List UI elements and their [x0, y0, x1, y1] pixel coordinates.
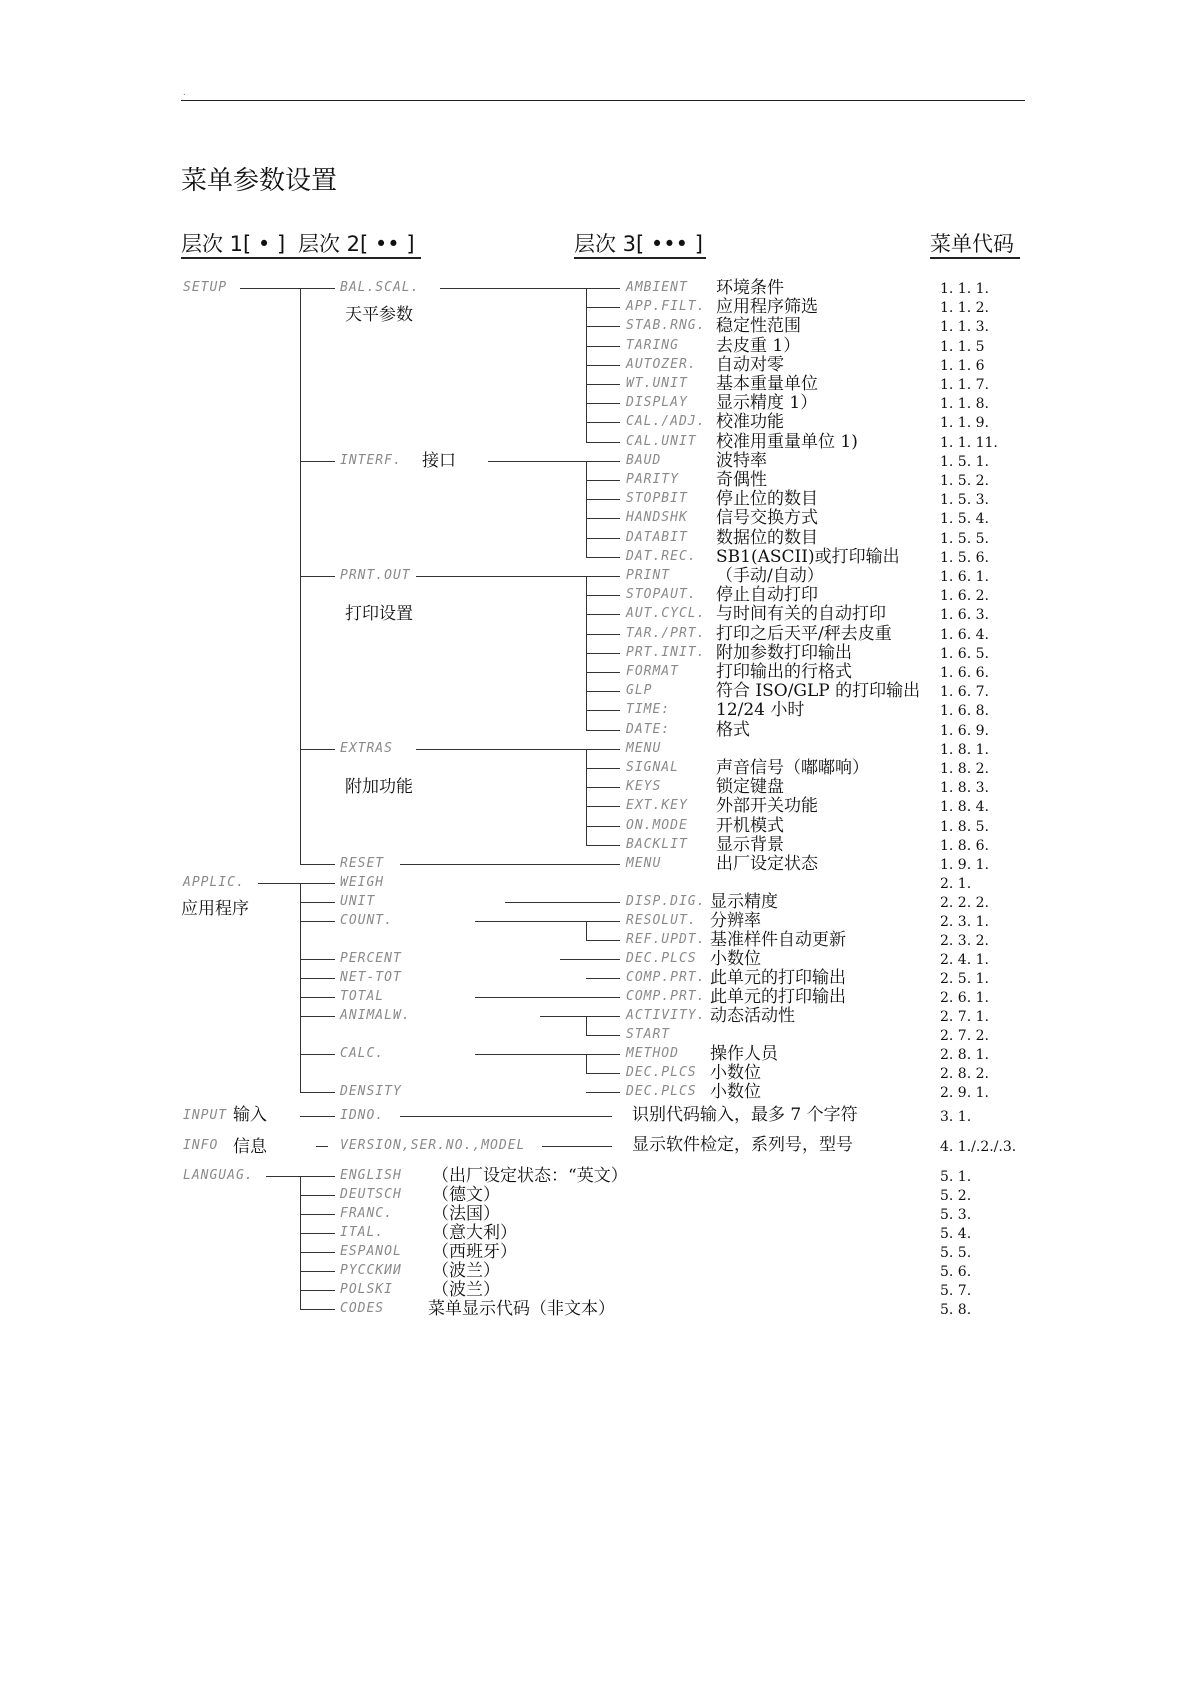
- menu-code: 2. 9. 1.: [940, 1085, 989, 1101]
- branch-line: [586, 442, 620, 443]
- level3-item: MENU: [626, 740, 662, 756]
- input-description: 识别代码输入，最多 7 个字符: [632, 1105, 858, 1125]
- branch-line: [586, 749, 620, 750]
- menu-code: 1. 6. 4.: [940, 626, 989, 643]
- menu-code: 2. 3. 1.: [940, 914, 989, 930]
- menu-code: 2. 5. 1.: [940, 971, 989, 987]
- info-description: 显示软件检定，系列号，型号: [632, 1135, 853, 1155]
- menu-code: 1. 5. 2.: [940, 473, 989, 489]
- level3-description: 外部开关功能: [716, 796, 818, 817]
- menu-code: 2. 2. 2.: [940, 895, 989, 911]
- level3-description: 小数位: [710, 1063, 761, 1083]
- menu-code: 5. 2.: [940, 1188, 972, 1204]
- menu-code: 1. 5. 3.: [940, 492, 989, 509]
- level3-description: 操作人员: [710, 1044, 778, 1064]
- menu-code: 1. 1. 2.: [940, 300, 989, 317]
- level2-language: CODES: [340, 1301, 385, 1316]
- branch-line: [586, 730, 620, 731]
- level2-prntout: PRNT.OUT: [340, 568, 411, 583]
- level3-item: WT.UNIT: [626, 376, 688, 391]
- level2-language: POLSKI: [340, 1282, 393, 1297]
- branch-line: [586, 940, 620, 941]
- level3-description: 校准用重量单位 1): [716, 431, 858, 452]
- branch-line: [586, 518, 620, 519]
- level2-to-level3-line: [475, 1054, 586, 1055]
- level2-branch: [300, 576, 335, 577]
- menu-code: 5. 1.: [940, 1169, 972, 1185]
- menu-code: 3. 1.: [940, 1109, 972, 1125]
- level1-setup: SETUP: [183, 280, 228, 295]
- language-description: （西班牙）: [432, 1242, 517, 1262]
- level3-description: 锁定键盘: [716, 777, 784, 798]
- info-line: [542, 1146, 612, 1147]
- level2-language: PYCCKИИ: [340, 1263, 402, 1278]
- level3-item: BAUD: [626, 452, 662, 468]
- level2-language: ENGLISH: [340, 1168, 402, 1183]
- branch-line: [586, 1092, 620, 1093]
- language-description: （波兰）: [432, 1261, 500, 1281]
- level2-to-level3-line: [440, 288, 586, 289]
- level3-item: CAL.UNIT: [626, 433, 697, 449]
- level3-item: EXT.KEY: [626, 798, 688, 814]
- level2-prntout-zh: 打印设置: [345, 604, 413, 625]
- level2-branch: [300, 864, 335, 865]
- level3-description: 信号交换方式: [716, 508, 818, 529]
- branch-line: [586, 480, 620, 481]
- branch-line: [586, 653, 620, 654]
- header-underline-l12: [181, 257, 421, 259]
- level3-item: DISPLAY: [626, 395, 688, 411]
- level3-item: CAL./ADJ.: [626, 414, 706, 430]
- branch-line: [586, 384, 620, 385]
- level3-description: 自动对零: [716, 354, 784, 375]
- level3-item: DEC.PLCS: [626, 951, 697, 966]
- menu-code: 2. 4. 1.: [940, 952, 989, 968]
- level2-version: VERSION,SER.NO.,MODEL: [340, 1138, 526, 1153]
- level1-input-zh: 输入: [233, 1105, 267, 1125]
- branch-line: [586, 806, 620, 807]
- level3-description: 动态活动性: [710, 1006, 795, 1026]
- menu-code: 2. 8. 1.: [940, 1047, 989, 1063]
- branch-line: [586, 921, 620, 922]
- level2-branch: [300, 1176, 335, 1177]
- branch-line: [586, 1035, 620, 1036]
- level3-item: DATE:: [626, 721, 671, 737]
- branch-line: [586, 787, 620, 788]
- menu-code: 1. 6. 7.: [940, 684, 989, 701]
- level3-description: 附加参数打印输出: [716, 642, 852, 663]
- menu-code: 1. 5. 1.: [940, 453, 989, 470]
- level3-item: COMP.PRT.: [626, 989, 706, 1004]
- level2-language: ITAL.: [340, 1225, 385, 1240]
- menu-code: 1. 6. 3.: [940, 607, 989, 624]
- menu-code: 1. 1. 11.: [940, 434, 998, 451]
- level3-description: 显示精度: [710, 892, 778, 912]
- menu-code: 1. 5. 5.: [940, 530, 989, 547]
- branch-line: [586, 557, 620, 558]
- level3-description: 数据位的数目: [716, 527, 818, 548]
- level2-to-level3-line: [560, 959, 586, 960]
- level1-languag: LANGUAG.: [183, 1168, 254, 1183]
- level2-item: CALC.: [340, 1046, 385, 1061]
- menu-code: 5. 6.: [940, 1264, 972, 1280]
- level3-description: 符合 ISO/GLP 的打印输出: [716, 681, 921, 702]
- level3-item: REF.UPDT.: [626, 932, 706, 947]
- level3-description: 此单元的打印输出: [710, 987, 846, 1007]
- level3-description: 格式: [716, 719, 750, 740]
- reset-line: [400, 864, 620, 865]
- level3-description: 分辨率: [710, 911, 761, 931]
- level3-description: 小数位: [710, 949, 761, 969]
- level3-item: STOPAUT.: [626, 587, 697, 603]
- level3-description: 打印输出的行格式: [716, 662, 852, 682]
- level2-item: ANIMALW.: [340, 1008, 411, 1023]
- language-description: （法国）: [432, 1204, 500, 1224]
- level3-trunk: [586, 1016, 587, 1035]
- level3-description: 波特率: [716, 450, 767, 471]
- level2-branch: [300, 997, 335, 998]
- level3-item: TAR./PRT.: [626, 625, 706, 641]
- menu-code: 1. 1. 1.: [940, 281, 989, 297]
- menu-code: 1. 1. 5: [940, 338, 985, 355]
- level3-item: APP.FILT.: [626, 299, 706, 315]
- level2-extras: EXTRAS: [340, 740, 393, 756]
- level2-branch: [300, 1214, 335, 1215]
- level2-to-level3-line: [475, 997, 586, 998]
- level2-balscal-zh: 天平参数: [345, 305, 413, 326]
- menu-code: 5. 4.: [940, 1226, 972, 1242]
- level1-input: INPUT: [183, 1108, 228, 1123]
- level3-item: MENU: [626, 856, 662, 871]
- level3-item: DISP.DIG.: [626, 894, 706, 909]
- branch-line: [586, 691, 620, 692]
- level2-branch: [300, 749, 335, 750]
- level2-branch: [300, 1252, 335, 1253]
- menu-code: 1. 1. 8.: [940, 396, 989, 413]
- level2-branch: [300, 1054, 335, 1055]
- level3-item: PARITY: [626, 472, 679, 487]
- level3-description: （手动/自动）: [716, 566, 824, 586]
- level2-branch: [300, 288, 335, 289]
- level3-item: KEYS: [626, 779, 662, 795]
- language-description: （意大利）: [432, 1223, 517, 1243]
- level3-item: PRINT: [626, 568, 671, 583]
- level3-description: 应用程序筛选: [716, 297, 818, 318]
- level2-item: COUNT.: [340, 913, 393, 928]
- level2-branch: [300, 959, 335, 960]
- level3-item: DEC.PLCS: [626, 1065, 697, 1080]
- level3-trunk: [586, 576, 587, 730]
- level3-item: COMP.PRT.: [626, 970, 706, 985]
- level3-description: 打印之后天平/秤去皮重: [716, 623, 892, 644]
- header-underline-code: [930, 257, 1020, 259]
- input-line: [400, 1116, 612, 1117]
- level3-description: 显示精度 1）: [716, 393, 818, 414]
- menu-code: 1. 5. 4.: [940, 511, 989, 528]
- menu-code: 2. 3. 2.: [940, 933, 989, 949]
- header-underline-l3: [574, 257, 706, 259]
- branch-line: [586, 1073, 620, 1074]
- level3-item: GLP: [626, 683, 653, 699]
- level3-item: STOPBIT: [626, 491, 688, 507]
- column-header-level3: 层次 3[ ••• ]: [574, 232, 703, 256]
- level2-branch: [316, 1146, 328, 1147]
- level2-item: PERCENT: [340, 951, 402, 966]
- level3-item: AUT.CYCL.: [626, 606, 706, 622]
- level3-item: METHOD: [626, 1046, 679, 1061]
- menu-code: 1. 9. 1.: [940, 857, 989, 873]
- menu-code: 1. 6. 9.: [940, 722, 989, 739]
- level2-to-level3-line: [416, 576, 586, 577]
- level2-branch: [300, 883, 335, 884]
- branch-line: [586, 978, 620, 979]
- branch-line: [586, 997, 620, 998]
- header-mark: .: [183, 88, 186, 97]
- menu-code: 5. 5.: [940, 1245, 972, 1261]
- level2-item: WEIGH: [340, 875, 385, 890]
- branch-line: [586, 959, 620, 960]
- menu-code: 1. 1. 7.: [940, 377, 989, 393]
- level3-item: ACTIVITY.: [626, 1008, 706, 1023]
- branch-line: [586, 845, 620, 846]
- level3-description: 与时间有关的自动打印: [716, 604, 886, 625]
- branch-line: [586, 307, 620, 308]
- menu-code: 2. 1.: [940, 876, 972, 892]
- level3-item: BACKLIT: [626, 836, 688, 852]
- level2-language: DEUTSCH: [340, 1187, 402, 1202]
- level2-interf: INTERF.: [340, 452, 402, 468]
- level2-item: TOTAL: [340, 989, 385, 1004]
- menu-code: 1. 8. 1.: [940, 741, 989, 758]
- branch-line: [586, 326, 620, 327]
- level2-interf-zh: 接口: [422, 450, 456, 471]
- menu-code: 1. 8. 5.: [940, 818, 989, 835]
- level2-to-level3-line: [488, 461, 586, 462]
- column-header-menu-code: 菜单代码: [930, 232, 1014, 256]
- level1-applic-zh: 应用程序: [181, 899, 249, 919]
- level2-item: NET-TOT: [340, 970, 402, 985]
- menu-code: 1. 8. 4.: [940, 799, 989, 816]
- level3-description: 停止自动打印: [716, 585, 818, 606]
- language-description: 菜单显示代码（非文本）: [428, 1299, 615, 1319]
- level3-description: 基本重量单位: [716, 374, 818, 394]
- level2-to-level3-line: [540, 1016, 586, 1017]
- language-description: （出厂设定状态：“英文）: [432, 1166, 628, 1186]
- branch-line: [586, 288, 620, 289]
- menu-code: 2. 7. 1.: [940, 1009, 989, 1025]
- menu-code: 1. 6. 5.: [940, 645, 989, 662]
- level3-description: 声音信号（嘟嘟响）: [716, 758, 869, 778]
- menu-code: 2. 7. 2.: [940, 1028, 989, 1044]
- level3-trunk: [586, 1054, 587, 1073]
- level2-balscal: BAL.SCAL.: [340, 280, 420, 295]
- branch-line: [586, 461, 620, 462]
- level2-branch: [300, 461, 335, 462]
- level2-item: DENSITY: [340, 1084, 402, 1099]
- branch-line: [586, 634, 620, 635]
- level3-item: START: [626, 1027, 671, 1042]
- level3-description: 校准功能: [716, 412, 784, 433]
- menu-code: 2. 6. 1.: [940, 990, 989, 1006]
- branch-line: [586, 710, 620, 711]
- level3-item: FORMAT: [626, 664, 679, 679]
- branch-line: [586, 365, 620, 366]
- branch-line: [586, 403, 620, 404]
- menu-code: 4. 1./.2./.3.: [940, 1139, 1017, 1155]
- level2-idno: IDNO.: [340, 1108, 385, 1123]
- level2-to-level3-line: [416, 749, 586, 750]
- menu-code: 1. 1. 9.: [940, 415, 989, 432]
- level2-branch: [300, 978, 335, 979]
- branch-line: [586, 595, 620, 596]
- column-header-level2: 层次 2[ •• ]: [298, 232, 415, 256]
- level3-trunk: [586, 288, 587, 442]
- branch-line: [586, 538, 620, 539]
- menu-code: 1. 1. 6: [940, 357, 985, 374]
- menu-code: 1. 6. 6.: [940, 665, 989, 681]
- level1-info-zh: 信息: [233, 1137, 267, 1157]
- page-title: 菜单参数设置: [181, 166, 338, 196]
- language-description: （德文）: [432, 1185, 500, 1205]
- branch-line: [586, 1016, 620, 1017]
- branch-line: [586, 768, 620, 769]
- level3-item: DEC.PLCS: [626, 1084, 697, 1099]
- level2-branch: [300, 1309, 335, 1310]
- level3-trunk: [586, 921, 587, 940]
- branch-line: [586, 499, 620, 500]
- level3-item: SIGNAL: [626, 760, 679, 775]
- level2-branch: [300, 1016, 335, 1017]
- level3-item: AUTOZER.: [626, 356, 697, 372]
- trunk-line: [258, 883, 300, 884]
- level3-description: 稳定性范围: [716, 316, 801, 337]
- level3-trunk: [586, 461, 587, 557]
- level3-item: TARING: [626, 337, 679, 353]
- level3-item: HANDSHK: [626, 510, 688, 526]
- level2-language: ESPANOL: [340, 1244, 402, 1259]
- level2-item: UNIT: [340, 894, 376, 909]
- menu-code: 1. 1. 3.: [940, 319, 989, 336]
- level2-branch: [300, 1092, 335, 1093]
- branch-line: [586, 672, 620, 673]
- level2-language: FRANC.: [340, 1206, 393, 1221]
- menu-code: 1. 6. 1.: [940, 569, 989, 585]
- level2-branch: [300, 1271, 335, 1272]
- level3-item: PRT.INIT.: [626, 644, 706, 660]
- level3-trunk: [586, 749, 587, 845]
- menu-code: 2. 8. 2.: [940, 1066, 989, 1082]
- level3-description: 开机模式: [716, 815, 784, 836]
- menu-code: 1. 6. 2.: [940, 588, 989, 605]
- branch-line: [586, 346, 620, 347]
- level2-branch: [300, 1233, 335, 1234]
- level2-branch: [300, 1116, 335, 1117]
- level1-info: INFO: [183, 1138, 219, 1153]
- level3-item: DAT.REC.: [626, 548, 697, 564]
- menu-code: 5. 8.: [940, 1302, 972, 1318]
- level3-description: 显示背景: [716, 834, 784, 855]
- level3-description: 小数位: [710, 1082, 761, 1102]
- level2-branch: [300, 1195, 335, 1196]
- level3-item: DATABIT: [626, 529, 688, 545]
- menu-code: 1. 8. 2.: [940, 761, 989, 777]
- branch-line: [586, 422, 620, 423]
- level3-item: AMBIENT: [626, 280, 688, 295]
- level3-item: ON.MODE: [626, 817, 688, 833]
- level2-to-level3-line: [505, 902, 586, 903]
- level3-description: 停止位的数目: [716, 489, 818, 510]
- header-rule: [181, 100, 1025, 101]
- level3-description: 12/24 小时: [716, 700, 805, 721]
- level1-applic: APPLIC.: [183, 875, 245, 890]
- level2-branch: [300, 1290, 335, 1291]
- branch-line: [586, 1054, 620, 1055]
- level3-description: 此单元的打印输出: [710, 968, 846, 988]
- level1-trunk: [300, 883, 301, 1092]
- level3-item: TIME:: [626, 702, 671, 718]
- branch-line: [586, 614, 620, 615]
- menu-code: 5. 7.: [940, 1283, 972, 1299]
- branch-line: [586, 902, 620, 903]
- level3-description: 奇偶性: [716, 470, 767, 490]
- column-header-level1: 层次 1[ • ]: [181, 232, 286, 256]
- level3-description: 去皮重 1）: [716, 335, 801, 356]
- language-description: （波兰）: [432, 1280, 500, 1300]
- branch-line: [586, 576, 620, 577]
- level2-extras-zh: 附加功能: [345, 777, 413, 798]
- menu-code: 1. 8. 6.: [940, 837, 989, 854]
- branch-line: [586, 826, 620, 827]
- level3-description: 基准样件自动更新: [710, 930, 846, 950]
- menu-code: 1. 6. 8.: [940, 703, 989, 720]
- menu-code: 1. 8. 3.: [940, 780, 989, 797]
- level3-item: RESOLUT.: [626, 913, 697, 928]
- level3-item: STAB.RNG.: [626, 318, 706, 334]
- level2-to-level3-line: [475, 921, 586, 922]
- level3-description: SB1(ASCII)或打印输出: [716, 546, 900, 567]
- menu-code: 5. 3.: [940, 1207, 972, 1223]
- level3-description: 环境条件: [716, 278, 784, 298]
- menu-code: 1. 5. 6.: [940, 549, 989, 566]
- level3-description: 出厂设定状态: [716, 854, 818, 874]
- level2-branch: [300, 902, 335, 903]
- level2-branch: [300, 921, 335, 922]
- level2-reset: RESET: [340, 856, 385, 871]
